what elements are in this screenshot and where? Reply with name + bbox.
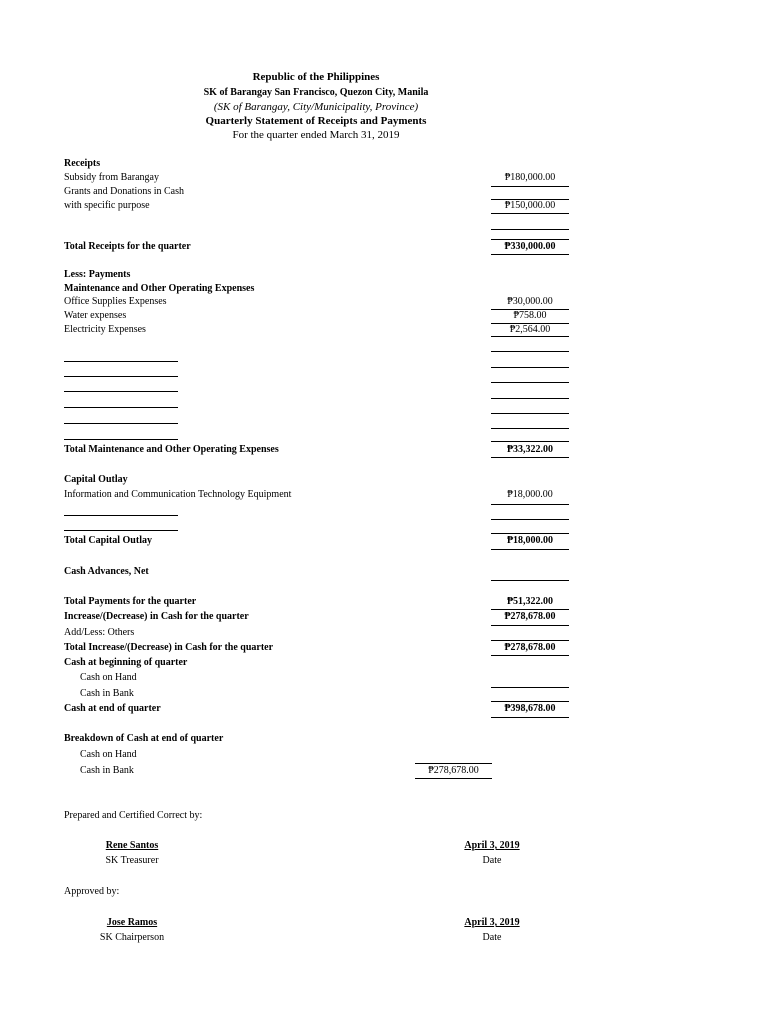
prepared-by-label: Prepared and Certified Correct by: xyxy=(64,810,203,821)
rule xyxy=(491,625,569,626)
breakdown-cash-in-bank-amount: ₱278,678.00 xyxy=(428,765,479,776)
rule xyxy=(491,655,569,656)
rule xyxy=(491,413,569,414)
capital-total-label: Total Capital Outlay xyxy=(64,535,152,546)
rule xyxy=(491,336,569,337)
rule xyxy=(491,367,569,368)
breakdown-heading: Breakdown of Cash at end of quarter xyxy=(64,733,224,744)
cash-in-bank-label: Cash in Bank xyxy=(80,688,134,699)
cash-advances-label: Cash Advances, Net xyxy=(64,566,149,577)
prepared-date-label: Date xyxy=(482,855,502,866)
total-increase-label: Total Increase/(Decrease) in Cash for the quarter xyxy=(64,642,274,653)
blank-line xyxy=(64,530,178,531)
expense-amount-water: ₱758.00 xyxy=(513,310,547,321)
header-line1: Republic of the Philippines xyxy=(252,71,380,83)
blank-line xyxy=(64,439,178,440)
cash-begin-label: Cash at beginning of quarter xyxy=(64,657,188,668)
rule xyxy=(491,533,569,534)
rule xyxy=(491,186,569,187)
rule xyxy=(491,441,569,442)
rule xyxy=(491,457,569,458)
rule xyxy=(491,549,569,550)
rule xyxy=(491,351,569,352)
header-line4: Quarterly Statement of Receipts and Payments xyxy=(205,115,427,127)
blank-line xyxy=(64,423,178,424)
capital-heading: Capital Outlay xyxy=(64,474,128,485)
approved-date: April 3, 2019 xyxy=(464,917,520,928)
cash-end-label: Cash at end of quarter xyxy=(64,703,161,714)
approved-name: Jose Ramos xyxy=(106,917,158,928)
expense-amount-office: ₱30,000.00 xyxy=(507,296,553,307)
header-line2: SK of Barangay San Francisco, Quezon City, Manila xyxy=(203,87,429,98)
blank-line xyxy=(64,376,178,377)
rule xyxy=(491,213,569,214)
approved-by-label: Approved by: xyxy=(64,886,120,897)
grants-label-1: Grants and Donations in Cash xyxy=(64,186,184,197)
rule xyxy=(491,398,569,399)
rule xyxy=(491,239,569,240)
total-payments-amount: ₱51,322.00 xyxy=(506,596,554,607)
total-receipts-label: Total Receipts for the quarter xyxy=(64,241,191,252)
rule xyxy=(491,687,569,688)
prepared-name: Rene Santos xyxy=(105,840,159,851)
subsidy-amount: ₱180,000.00 xyxy=(504,172,556,183)
cash-on-hand-label: Cash on Hand xyxy=(80,672,137,683)
receipts-heading: Receipts xyxy=(64,158,101,169)
blank-line xyxy=(64,407,178,408)
rule xyxy=(415,763,492,764)
prepared-date: April 3, 2019 xyxy=(464,840,520,851)
approved-date-label: Date xyxy=(482,932,502,943)
rule xyxy=(491,382,569,383)
rule xyxy=(491,701,569,702)
rule xyxy=(491,640,569,641)
increase-label: Increase/(Decrease) in Cash for the quarter xyxy=(64,611,249,622)
addless-label: Add/Less: Others xyxy=(64,627,135,638)
rule xyxy=(491,229,569,230)
breakdown-cash-on-hand-label: Cash on Hand xyxy=(80,749,137,760)
header-line3: (SK of Barangay, City/Municipality, Province) xyxy=(213,101,419,113)
subsidy-label: Subsidy from Barangay xyxy=(64,172,159,183)
expense-label-electricity: Electricity Expenses xyxy=(64,324,146,335)
expense-label-office: Office Supplies Expenses xyxy=(64,296,167,307)
expense-amount-electricity: ₱2,564.00 xyxy=(509,324,551,335)
header-line5: For the quarter ended March 31, 2019 xyxy=(232,129,400,141)
mooe-total-label: Total Maintenance and Other Operating Expenses xyxy=(64,444,279,455)
rule xyxy=(491,504,569,505)
blank-line xyxy=(64,515,178,516)
capital-item-amount: ₱18,000.00 xyxy=(507,489,553,500)
mooe-heading: Maintenance and Other Operating Expenses xyxy=(64,283,255,294)
approved-title: SK Chairperson xyxy=(99,932,165,943)
expense-label-water: Water expenses xyxy=(64,310,127,321)
rule xyxy=(491,580,569,581)
cash-end-amount: ₱398,678.00 xyxy=(504,703,556,714)
blank-line xyxy=(64,391,178,392)
rule xyxy=(491,254,569,255)
capital-item-label: Information and Communication Technology Equipment xyxy=(64,489,292,500)
rule xyxy=(491,609,569,610)
total-increase-amount: ₱278,678.00 xyxy=(504,642,556,653)
grants-label-2: with specific purpose xyxy=(64,200,150,211)
prepared-title: SK Treasurer xyxy=(105,855,159,866)
grants-amount: ₱150,000.00 xyxy=(504,200,556,211)
rule xyxy=(415,778,492,779)
mooe-total-amount: ₱33,322.00 xyxy=(506,444,554,455)
rule xyxy=(491,717,569,718)
payments-heading: Less: Payments xyxy=(64,269,131,280)
blank-line xyxy=(64,361,178,362)
capital-total-amount: ₱18,000.00 xyxy=(506,535,554,546)
total-payments-label: Total Payments for the quarter xyxy=(64,596,197,607)
increase-amount: ₱278,678.00 xyxy=(504,611,556,622)
rule xyxy=(491,519,569,520)
rule xyxy=(491,428,569,429)
breakdown-cash-in-bank-label: Cash in Bank xyxy=(80,765,134,776)
total-receipts-amount: ₱330,000.00 xyxy=(504,241,556,252)
